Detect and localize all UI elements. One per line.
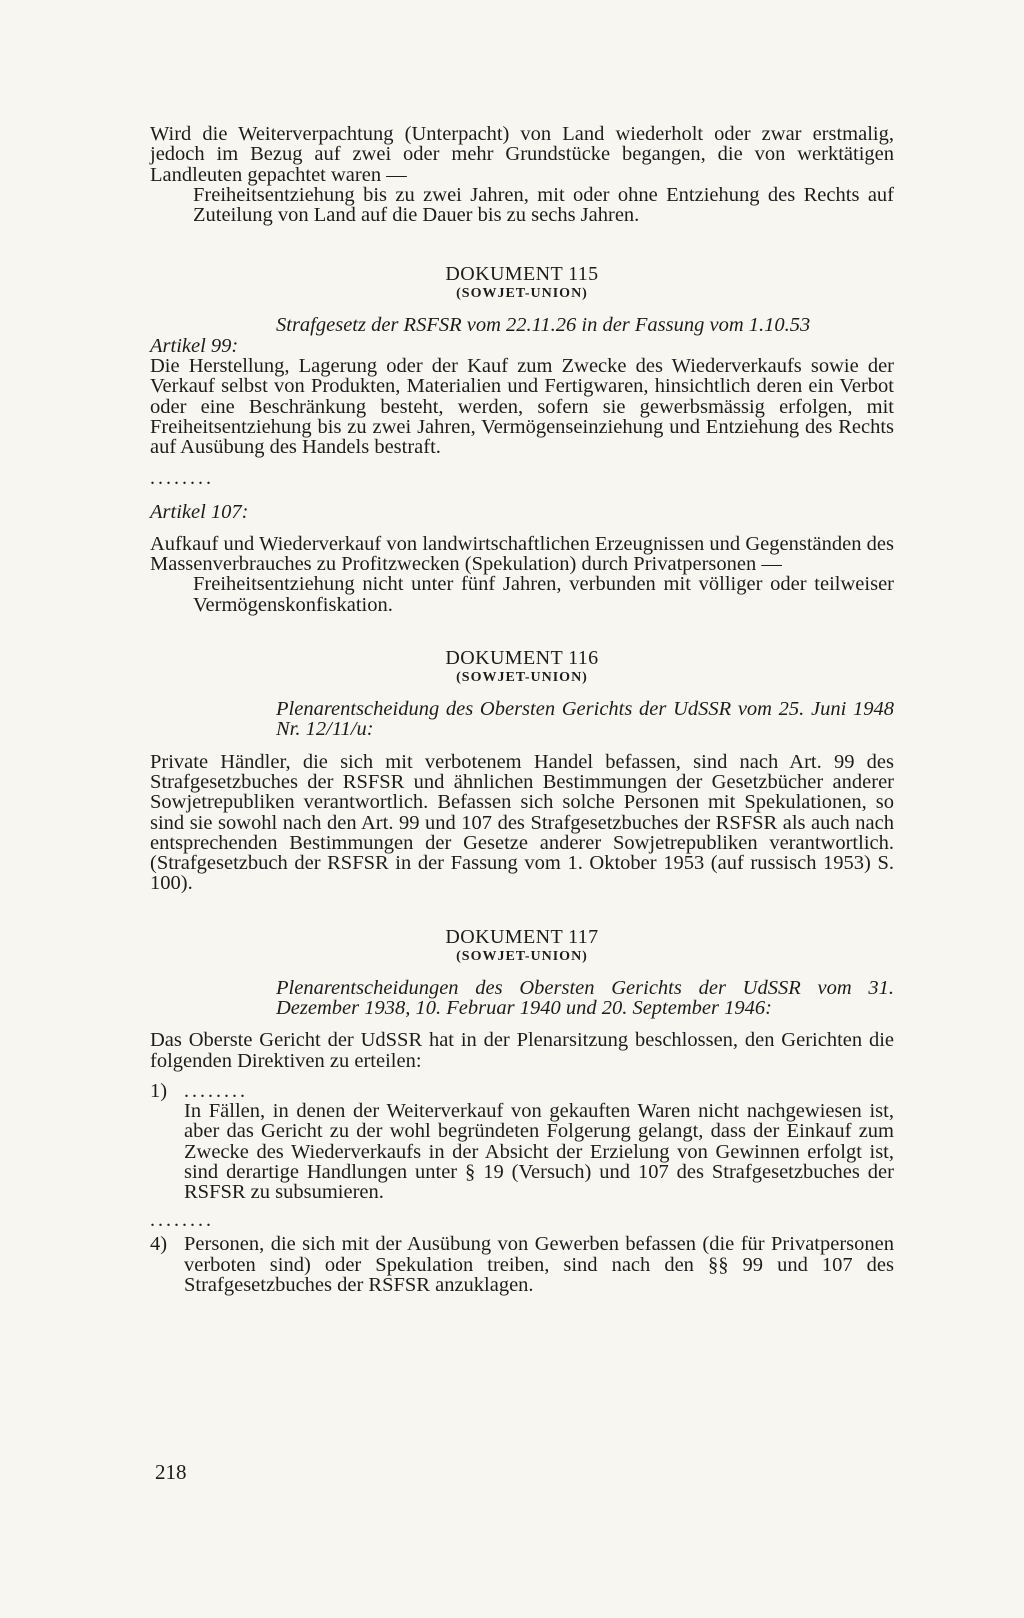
doc115-art99-label: Artikel 99:	[150, 334, 239, 357]
intro-penalty: Freiheitsentziehung bis zu zwei Jahren, mit oder ohne Entziehung des Rechts auf Zuteilung von Land auf die Dauer bis zu sechs Jahren.	[193, 183, 894, 227]
doc117-heading: DOKUMENT 117	[445, 925, 599, 948]
doc116-heading: DOKUMENT 116	[445, 647, 599, 670]
page-number: 218	[155, 1460, 187, 1484]
doc117-item-1-number: 1)	[150, 1079, 168, 1102]
doc117-subheading: (SOWJET-UNION)	[456, 948, 588, 964]
intro-paragraph: Wird die Weiterverpachtung (Unterpacht) von Land wiederholt oder zwar erstmalig, jedoch im Bezug auf zwei oder mehr Grundstücke begangen, die von werktätigen Landleuten gepachtet waren —	[150, 123, 894, 186]
doc115-ellipsis: ........	[150, 466, 214, 489]
doc115-art107-penalty: Freiheitsentziehung nicht unter fünf Jahren, verbunden mit völliger oder teilweiser Vermögenskonfiskation.	[193, 573, 894, 616]
doc115-art99-text: Die Herstellung, Lagerung oder der Kauf zum Zwecke des Wiederverkaufs sowie der Verkauf selbst von Produkten, Materialien und Fertigwaren, hinsichtlich deren ein Verbot oder eine Beschränkung besteht, werden, sofern sie gewerbsmässig erfolgen, mit Freiheitsentziehung bis zu zwei Jahren, Vermögenseinziehung und Entziehung des Rechts auf Ausübung des Handels bestraft.	[150, 355, 894, 459]
doc117-item-1-ellipsis: ........	[184, 1079, 248, 1102]
doc117-item-4-text: Personen, die sich mit der Ausübung von Gewerben befassen (die für Privatpersonen verboten sind) oder Spekulation treiben, sind nach den §§ 99 und 107 des Strafgesetzbuches der RSFSR anzuklagen.	[184, 1233, 894, 1296]
doc115-subheading: (SOWJET-UNION)	[456, 286, 588, 302]
doc116-text: Private Händler, die sich mit verbotenem Handel befassen, sind nach Art. 99 des Strafgesetzbuches der RSFSR und ähnlichen Bestimmungen der Gesetzbücher anderer Sowjetrepubliken verantwortlich. Befassen sich solche Personen mit Spekulationen, so sind sie sowohl nach den Art. 99 und 107 des Strafgesetzbuches der RSFSR als auch nach entsprechenden Bestimmungen der Gesetze anderer Sowjetrepubliken verantwortlich. (Strafgesetzbuch der RSFSR in der Fassung vom 1. Oktober 1953 (auf russisch 1953) S. 100).	[150, 750, 894, 895]
doc117-item-4	[150, 1234, 894, 1295]
doc115-citation: Strafgesetz der RSFSR vom 22.11.26 in der Fassung vom 1.10.53	[276, 314, 811, 337]
doc115-art107-label: Artikel 107:	[150, 500, 249, 523]
doc116-subheading: (SOWJET-UNION)	[456, 670, 588, 686]
doc117-item-1	[150, 1081, 894, 1202]
doc117-item-1-text: In Fällen, in denen der Weiterverkauf von gekauften Waren nicht nachgewiesen ist, aber das Gericht zu der wohl begründeten Folgerung gelangt, dass der Einkauf zum Zwecke des Wiederverkaufs in der Absicht der Erzielung von Gewinnen erfolgt ist, sind derartige Handlungen unter § 19 (Versuch) und 107 des Strafgesetzbuches der RSFSR zu subsumieren.	[184, 1099, 894, 1204]
doc115-art107-text: Aufkauf und Wiederverkauf von landwirtschaftlichen Erzeugnissen und Gegenständen des Massenverbrauches zu Profitzwecken (Spekulation) durch Privatpersonen —	[150, 532, 894, 576]
doc117-item-4-number: 4)	[150, 1233, 168, 1256]
doc117-intro: Das Oberste Gericht der UdSSR hat in der Plenarsitzung beschlossen, den Gerichten die folgenden Direktiven zu erteilen:	[150, 1029, 894, 1072]
doc117-ellipsis: ........	[150, 1209, 214, 1232]
doc116-citation: Plenarentscheidung des Obersten Gerichts der UdSSR vom 25. Juni 1948 Nr. 12/11/u:	[276, 698, 894, 741]
doc115-heading: DOKUMENT 115	[445, 263, 599, 286]
doc117-citation: Plenarentscheidungen des Obersten Gerichts der UdSSR vom 31. Dezember 1938, 10. Februar 1940 und 20. September 1946:	[276, 976, 894, 1020]
